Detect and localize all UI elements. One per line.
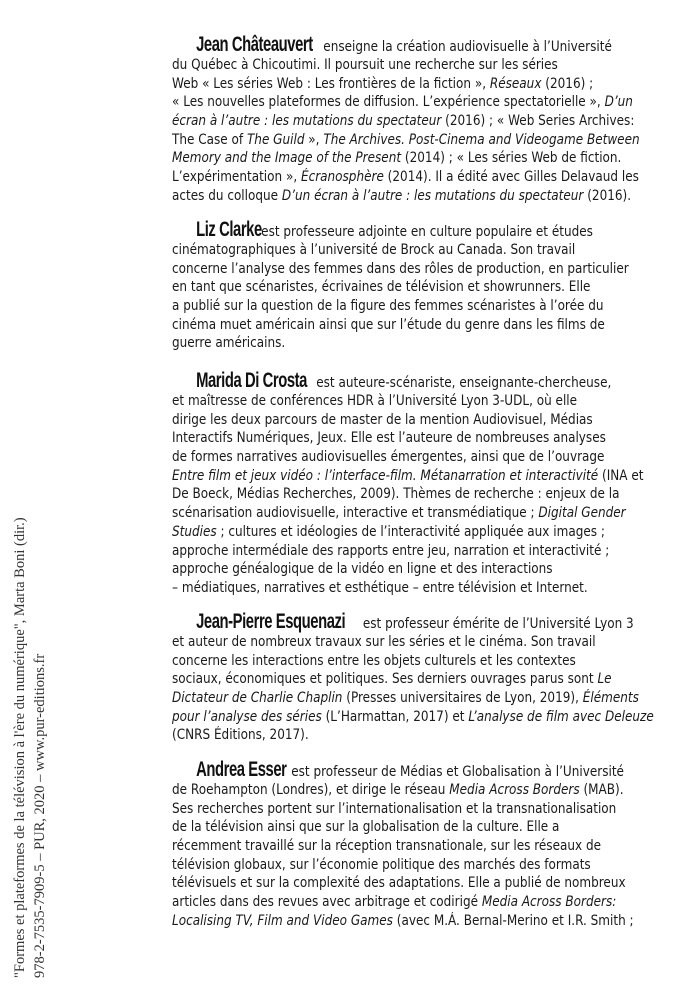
text-run: (CNRS Éditions, 2017). xyxy=(172,727,309,744)
side-credit-isbn: 978-2-7535-7909-5 – PUR, 2020 – www.pur-editions.fr xyxy=(32,653,48,978)
text-line xyxy=(172,652,619,671)
italic-title: Réseaux xyxy=(489,75,542,92)
text-run: articles dans des revues avec arbitrage et codirigé xyxy=(172,894,482,911)
text-run: télévisuels et sur la complexité des adaptations. Elle a publié de nombreux xyxy=(172,875,626,892)
text-line xyxy=(172,56,619,75)
text-line xyxy=(172,334,619,353)
text-run: Ses recherches portent sur l’internationalisation et la transnationalisation xyxy=(172,800,617,817)
italic-title: Éléments xyxy=(582,690,639,707)
text-line xyxy=(172,610,634,633)
italic-title: écran à l’autre : les mutations du spectateur xyxy=(172,113,442,130)
bio-paragraph xyxy=(172,219,692,353)
text-run: de la télévision ainsi que sur la globalisation de la culture. Elle a xyxy=(172,819,560,836)
italic-title: The Guild xyxy=(246,131,305,148)
text-line xyxy=(172,168,639,187)
text-line xyxy=(172,112,635,131)
text-run: scénarisation audiovisuelle, interactive et transmédiatique ; xyxy=(172,505,539,522)
text-line xyxy=(172,781,624,800)
text-run: (2016). xyxy=(583,187,632,204)
text-line xyxy=(172,131,640,150)
text-line xyxy=(172,278,619,297)
text-run: actes du colloque xyxy=(172,187,282,204)
text-run: « Les nouvelles plateformes de diffusion. L’expérience spectatorielle », xyxy=(172,94,605,111)
text-line xyxy=(172,800,619,819)
italic-title: Entre film et jeux vidéo : l’interface-film. Métanarration et interactivité xyxy=(172,467,599,484)
text-run: du Québec à Chicoutimi. Il poursuit une recherche sur les séries xyxy=(172,57,558,73)
text-run: », xyxy=(304,131,324,148)
text-run: ; cultures et idéologies de l’interactivité appliquée aux images ; xyxy=(216,523,605,540)
text-run: en tant que scénaristes, écrivaines de télévision et showrunners. Elle xyxy=(172,279,591,296)
text-run: cinématographiques à l’université de Brock au Canada. Son travail xyxy=(172,242,576,258)
text-run: concerne l’analyse des femmes dans des rôles de production, en particulier xyxy=(172,260,629,277)
text-run: The Case of xyxy=(172,131,247,148)
text-run: approche généalogique de la vidéo en ligne et des interactions xyxy=(172,561,553,578)
text-run: sociaux, économiques et politiques. Ses derniers ouvrages parus sont xyxy=(172,671,598,688)
author-name: Jean-Pierre Esquenazi xyxy=(196,610,346,633)
text-line xyxy=(172,837,619,856)
text-line xyxy=(172,579,619,598)
text-run: (avec M.Á. Bernal-Merino et I.R. Smith ; xyxy=(392,912,634,929)
text-run: (2016) ; xyxy=(541,75,594,92)
text-line xyxy=(172,93,633,112)
text-run: concerne les interactions entre les objets culturels et les contextes xyxy=(172,652,576,669)
text-run: Web « Les séries Web : Les frontières de la fiction », xyxy=(172,75,490,92)
text-run: (2014) ; « Les séries Web de fiction. xyxy=(401,150,622,167)
text-run: cinéma muet américain ainsi que sur l’étude du genre dans les films de xyxy=(172,316,605,333)
text-run: enseigne la création audiovisuelle à l’Université xyxy=(319,39,612,55)
text-line xyxy=(172,893,619,912)
text-line xyxy=(172,689,639,708)
text-run: guerre américains. xyxy=(172,335,286,352)
text-run: récemment travaillé sur la réception transnationale, sur les réseaux de xyxy=(172,838,602,855)
text-line xyxy=(172,542,619,561)
bio-paragraph xyxy=(172,759,692,931)
text-run: a publié sur la question de la figure des femmes scénaristes à l’orée du xyxy=(172,298,604,315)
text-run: (2016) ; « Web Series Archives: xyxy=(441,113,635,130)
text-line xyxy=(172,856,619,875)
italic-title: Localising TV, Film and Video Games xyxy=(172,912,393,929)
text-run: et maîtresse de conférences HDR à l’Université Lyon 3-UDL, où elle xyxy=(172,393,578,409)
text-line xyxy=(172,485,619,504)
italic-title: Studies xyxy=(172,523,217,540)
text-line xyxy=(172,818,619,837)
text-run: (Presses universitaires de Lyon, 2019), xyxy=(342,690,583,707)
text-line xyxy=(172,560,619,579)
text-line xyxy=(172,633,619,652)
italic-title: Media Across Borders xyxy=(449,782,580,798)
text-line xyxy=(172,219,619,241)
text-run: L’expérimentation », xyxy=(172,169,301,186)
text-line xyxy=(172,316,619,335)
side-credit-title: "Formes et plateformes de la télévision à l'ère du numérique", Marta Boni (dir.) xyxy=(12,517,28,978)
text-line xyxy=(172,467,644,486)
italic-title: The Archives. Post-Cinema and Videogame Between xyxy=(323,131,640,148)
text-line xyxy=(172,370,619,392)
italic-title: Écranosphère xyxy=(300,169,384,186)
italic-title: Dictateur de Charlie Chaplin xyxy=(172,690,343,707)
text-run: télévision globaux, sur l’économie politique des marchés des formats xyxy=(172,856,591,873)
italic-title: D’un écran à l’autre : les mutations du spectateur xyxy=(281,187,584,204)
text-run: est auteure-scénariste, enseignante-chercheuse, xyxy=(312,375,612,391)
text-run: et auteur de nombreux travaux sur les séries et le cinéma. Son travail xyxy=(172,634,596,650)
text-run: de formes narratives audiovisuelles émergentes, ainsi que de l’ouvrage xyxy=(172,449,605,466)
text-line xyxy=(172,297,619,316)
text-run: est professeur émérite de l’Université Lyon 3 xyxy=(359,616,634,632)
text-line xyxy=(172,75,619,94)
text-line xyxy=(172,874,626,893)
text-run: (2014). Il a édité avec Gilles Delavaud les xyxy=(383,169,639,186)
italic-title: Le xyxy=(597,671,612,688)
text-line xyxy=(172,187,632,206)
text-run: est professeur de Médias et Globalisation à l’Université xyxy=(287,764,624,780)
text-run: (MAB). xyxy=(579,782,624,798)
text-run: est professeure adjointe en culture populaire et études xyxy=(257,224,593,240)
text-line xyxy=(172,670,619,689)
text-line xyxy=(172,241,619,260)
italic-title: pour l’analyse des séries xyxy=(172,708,322,725)
side-credit xyxy=(10,517,50,978)
bio-paragraph xyxy=(172,34,692,206)
text-line xyxy=(172,912,634,931)
bio-paragraph xyxy=(172,611,692,745)
text-run: (L’Harmattan, 2017) et xyxy=(321,708,469,725)
author-name: Andrea Esser xyxy=(196,758,287,781)
author-name: Marida Di Crosta xyxy=(196,369,307,392)
text-line xyxy=(172,429,619,448)
author-name: Jean Châteauvert xyxy=(196,33,313,56)
text-line xyxy=(172,448,619,467)
text-run: – médiatiques, narratives et esthétique – entre télévision et Internet. xyxy=(172,579,588,596)
text-line xyxy=(172,411,619,430)
text-line xyxy=(172,34,619,56)
text-line xyxy=(172,708,654,727)
text-line xyxy=(172,392,619,411)
text-line xyxy=(172,504,626,523)
text-line xyxy=(172,523,619,542)
author-name: Liz Clarke xyxy=(196,218,262,241)
text-line xyxy=(172,260,629,279)
italic-title: D’un xyxy=(604,94,633,111)
text-run: approche intermédiale des rapports entre jeu, narration et interactivité ; xyxy=(172,542,610,559)
text-line xyxy=(172,149,622,168)
italic-title: Media Across Borders: xyxy=(481,894,617,911)
italic-title: Memory and the Image of the Present xyxy=(172,150,402,167)
text-run: Interactifs Numériques, Jeux. Elle est l’auteure de nombreuses analyses xyxy=(172,430,606,447)
text-run: (INA et xyxy=(598,467,644,484)
text-line xyxy=(172,726,619,745)
text-run: De Boeck, Médias Recherches, 2009). Thèmes de recherche : enjeux de la xyxy=(172,486,620,503)
bio-paragraph xyxy=(172,370,692,598)
text-run: dirige les deux parcours de master de la mention Audiovisuel, Médias xyxy=(172,411,593,428)
text-line xyxy=(172,758,624,781)
italic-title: L’analyse de film avec Deleuze xyxy=(468,708,654,725)
text-run: de Roehampton (Londres), et dirige le réseau xyxy=(172,782,450,798)
italic-title: Digital Gender xyxy=(538,505,626,522)
